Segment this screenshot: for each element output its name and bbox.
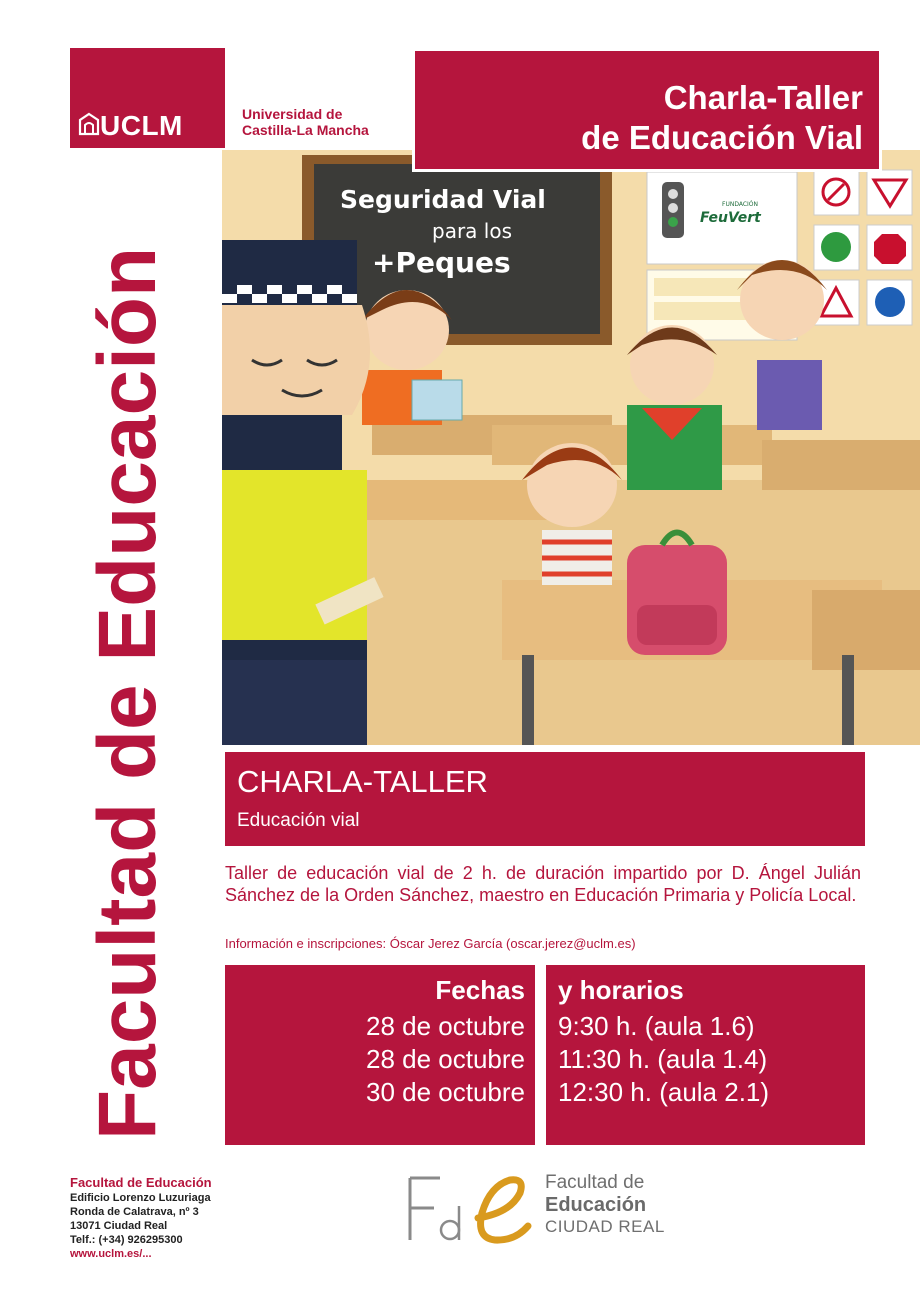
board-line3: +Peques [372, 246, 511, 279]
board-line1: Seguridad Vial [340, 185, 546, 214]
university-line2: Castilla-La Mancha [242, 122, 369, 138]
title-banner [412, 48, 882, 172]
board-line2: para los [432, 219, 512, 243]
dates-panel [225, 965, 535, 1145]
dates-heading: Fechas [435, 975, 525, 1005]
date-row-2: 28 de octubre [365, 1044, 525, 1074]
footer-faculty: Facultad de Educación [70, 1175, 212, 1190]
info-text: Información e inscripciones: Óscar Jerez García (oscar.jerez@uclm.es) [225, 936, 636, 951]
times-heading: y horarios [558, 975, 684, 1005]
vertical-faculty-title: Facultad de Educación [82, 246, 173, 1140]
footer-phone: Telf.: (+34) 926295300 [70, 1234, 183, 1246]
fde-logo-text [545, 1172, 665, 1238]
charla-taller-banner [225, 752, 865, 846]
sponsor-name: FeuVert [700, 210, 761, 226]
time-row-2: 11:30 h. (aula 1.4) [558, 1044, 768, 1074]
fde-line1: Facultad de [545, 1172, 645, 1193]
title-line2: de Educación Vial [581, 119, 863, 156]
footer-street: Ronda de Calatrava, nº 3 [70, 1206, 199, 1218]
university-line1: Universidad de [242, 106, 343, 122]
fde-line3: CIUDAD REAL [545, 1217, 665, 1236]
footer-url[interactable]: www.uclm.es/... [70, 1248, 152, 1260]
footer-city: 13071 Ciudad Real [70, 1220, 168, 1232]
times-panel [546, 965, 865, 1145]
classroom-illustration [222, 150, 920, 745]
footer-address [70, 1175, 212, 1261]
charla-subheading: Educación vial [237, 810, 360, 831]
university-name [242, 106, 369, 138]
sponsor-small: FUNDACIÓN [722, 201, 759, 208]
description-text: Taller de educación vial de 2 h. de duración impartido por D. Ángel Julián Sánchez de la Orden Sánchez, maestro en Educación Primaria y Policía Local. [225, 863, 861, 905]
time-row-3: 12:30 h. (aula 2.1) [558, 1077, 770, 1107]
fde-line2: Educación [545, 1194, 647, 1216]
date-row-3: 30 de octubre [365, 1077, 525, 1107]
uclm-logo [70, 48, 225, 148]
classroom-scene-icon [222, 150, 920, 745]
uclm-emblem-icon [78, 112, 100, 136]
charla-heading: CHARLA-TALLER [237, 764, 488, 799]
logo-text: UCLM [100, 110, 183, 141]
title-line1: Charla-Taller [663, 79, 863, 116]
time-row-1: 9:30 h. (aula 1.6) [558, 1011, 755, 1041]
date-row-1: 28 de octubre [365, 1011, 525, 1041]
footer-building: Edificio Lorenzo Luzuriaga [70, 1192, 211, 1204]
